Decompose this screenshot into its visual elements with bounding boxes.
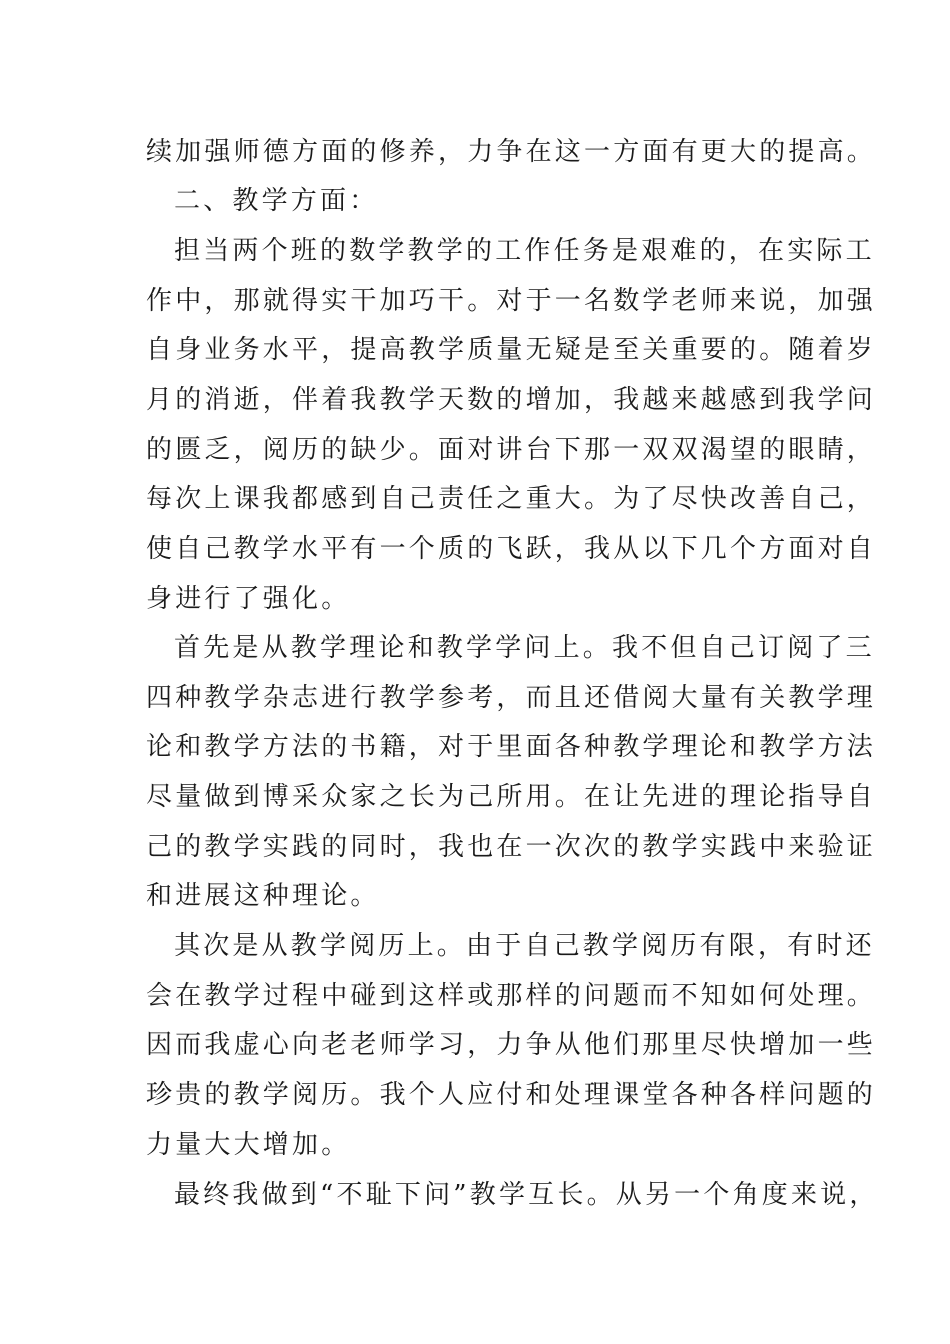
paragraph-line: 月的消逝，伴着我教学天数的增加，我越来越感到我学问 <box>146 385 877 415</box>
section-heading: 二、教学方面： <box>174 186 379 216</box>
paragraph-line: 珍贵的教学阅历。我个人应付和处理课堂各种各样问题的 <box>146 1080 877 1110</box>
paragraph-line: 己的教学实践的同时，我也在一次次的教学实践中来验证 <box>146 832 877 862</box>
paragraph-line: 自身业务水平，提高教学质量无疑是至关重要的。随着岁 <box>146 335 877 365</box>
paragraph-line: 作中，那就得实干加巧干。对于一名数学老师来说，加强 <box>146 286 877 316</box>
paragraph-line: 力量大大增加。 <box>146 1130 351 1160</box>
paragraph-line: 身进行了强化。 <box>146 584 351 614</box>
paragraph-line: 其次是从教学阅历上。由于自己教学阅历有限，有时还 <box>174 931 875 961</box>
paragraph-line: 每次上课我都感到自己责任之重大。为了尽快改善自己， <box>146 484 877 514</box>
paragraph-line: 论和教学方法的书籍，对于里面各种教学理论和教学方法 <box>146 732 877 762</box>
paragraph-line: 会在教学过程中碰到这样或那样的问题而不知如何处理。 <box>146 981 877 1011</box>
paragraph-line: 使自己教学水平有一个质的飞跃，我从以下几个方面对自 <box>146 534 877 564</box>
paragraph-line: 的匮乏，阅历的缺少。面对讲台下那一双双渴望的眼睛， <box>146 435 877 465</box>
paragraph-line: 担当两个班的数学教学的工作任务是艰难的，在实际工 <box>174 236 875 266</box>
paragraph-line: 首先是从教学理论和教学学问上。我不但自己订阅了三 <box>174 633 875 663</box>
text-line: 续加强师德方面的修养，力争在这一方面有更大的提高。 <box>146 137 877 167</box>
paragraph-line: 最终我做到“不耻下问”教学互长。从另一个角度来说， <box>174 1180 879 1210</box>
paragraph-line: 尽量做到博采众家之长为己所用。在让先进的理论指导自 <box>146 782 877 812</box>
paragraph-line: 因而我虚心向老老师学习，力争从他们那里尽快增加一些 <box>146 1030 877 1060</box>
paragraph-line: 四种教学杂志进行教学参考，而且还借阅大量有关教学理 <box>146 683 877 713</box>
paragraph-line: 和进展这种理论。 <box>146 881 380 911</box>
